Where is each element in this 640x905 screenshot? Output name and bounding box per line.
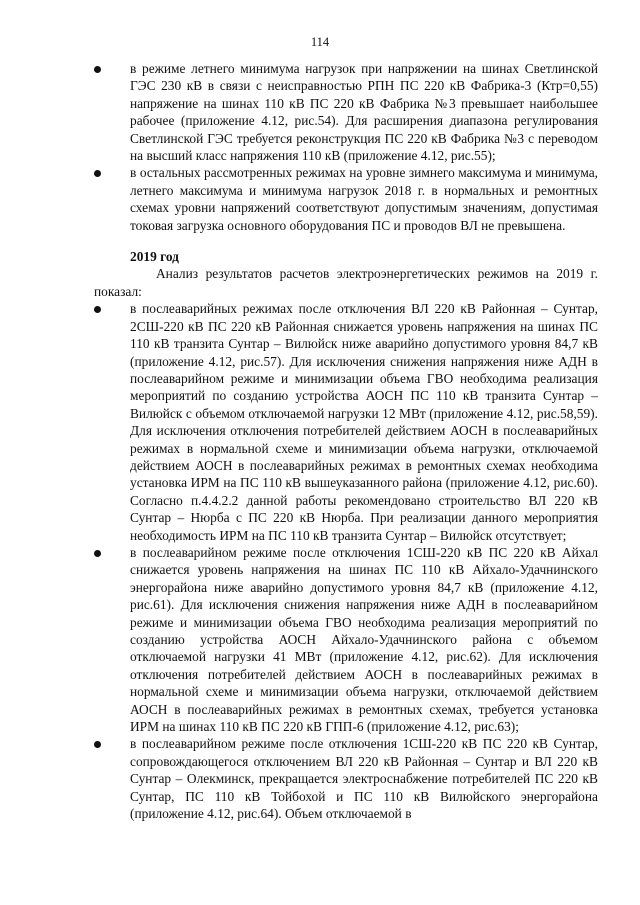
section-heading-2019: 2019 год	[130, 249, 179, 265]
bullet-icon	[94, 66, 101, 73]
page-content	[94, 60, 598, 822]
bullet-item	[94, 60, 598, 164]
bullet-list-2018	[94, 60, 598, 234]
bullet-text: в режиме летнего минимума нагрузок при напряжении на шинах Светлинской ГЭС 230 кВ в связи с неисправностью РПН ПС 220 кВ Фабрика-3 (Ктр=0,55) напряжение на шинах 110 кВ ПС 220 кВ Фабрика №3 превышает наибольшее рабочее (приложение 4.12, рис.54). Для расширения диапазона регулирования Светлинской ГЭС требуется реконструкция ПС 220 кВ Фабрика №3 с переводом на высший класс напряжения 110 кВ (приложение 4.12, рис.55);	[130, 61, 598, 164]
bullet-icon	[94, 741, 101, 748]
bullet-icon	[94, 550, 101, 557]
bullet-item	[94, 300, 598, 544]
bullet-icon	[94, 170, 101, 177]
bullet-list-2019	[94, 300, 598, 822]
bullet-item	[94, 164, 598, 234]
bullet-text: в остальных рассмотренных режимах на уровне зимнего максимума и минимума, летнего максимума и минимума нагрузок 2018 г. в нормальных и ремонтных схемах уровни напряжений соответствуют допустимым значениям, допустимая токовая загрузка основного оборудования ПС и проводов ВЛ не превышена.	[130, 165, 598, 233]
bullet-item	[94, 735, 598, 822]
section-intro: Анализ результатов расчетов электроэнергетических режимов на 2019 г. показал:	[94, 266, 598, 299]
bullet-item	[94, 544, 598, 735]
bullet-text: в послеаварийных режимах после отключения ВЛ 220 кВ Районная – Сунтар, 2СШ-220 кВ ПС 220 кВ Районная снижается уровень напряжения на шинах ПС 110 кВ транзита Сунтар – Вилюйск ниже аварийно допустимого уровня 84,7 кВ (приложение 4.12, рис.57). Для исключения снижения напряжения ниже АДН в послеаварийном режиме и минимизации объема ГВО необходима реализация мероприятий по созданию устройства АОСН ПС 110 кВ транзита Сунтар – Вилюйск с объемом отключаемой нагрузки 12 МВт (приложение 4.12, рис.58,59). Для исключения отключения потребителей действием АОСН в послеаварийных режимах в нормальной схеме и минимизации объема нагрузки, отключаемой действием АОСН в послеаварийных режимах в ремонтных схемах необходима установка ИРМ на ПС 110 кВ вышеуказанного района (приложение 4.12, рис.60). Согласно п.4.4.2.2 данной работы рекомендовано строительство ВЛ 220 кВ Сунтар – Нюрба с ПС 220 кВ Нюрба. При реализации данного мероприятия необходимость ИРМ на ПС 110 кВ транзита Сунтар – Вилюйск отсутствует;	[130, 301, 598, 543]
bullet-text: в послеаварийном режиме после отключения 1СШ-220 кВ ПС 220 кВ Айхал снижается уровень напряжения на шинах ПС 110 кВ Айхало-Удачнинского энергорайона ниже аварийно допустимого уровня 84,7 кВ (приложение 4.12, рис.61). Для исключения снижения напряжения ниже АДН в послеаварийном режиме и минимизации объема ГВО необходима реализация мероприятий по созданию устройства АОСН Айхало-Удачнинского района с объемом отключаемой нагрузки 41 МВт (приложение 4.12, рис.62). Для исключения отключения потребителей действием АОСН в послеаварийных режимах в нормальной схеме и минимизации объема нагрузки, отключаемой действием АОСН в послеаварийных режимах в ремонтных схемах, требуется установка ИРМ на шинах 110 кВ ПС 220 кВ ГПП-6 (приложение 4.12, рис.63);	[130, 544, 598, 735]
bullet-text: в послеаварийном режиме после отключения 1СШ-220 кВ ПС 220 кВ Сунтар, сопровождающегося отключением ВЛ 220 кВ Районная – Сунтар и ВЛ 220 кВ Сунтар – Олекминск, прекращается электроснабжение потребителей ПС 220 кВ Сунтар, ПС 110 кВ Тойбохой и ПС 110 кВ Вилюйского энергорайона (приложение 4.12, рис.64). Объем отключаемой в	[130, 736, 598, 822]
page-number: 114	[310, 35, 330, 49]
bullet-icon	[94, 306, 101, 313]
